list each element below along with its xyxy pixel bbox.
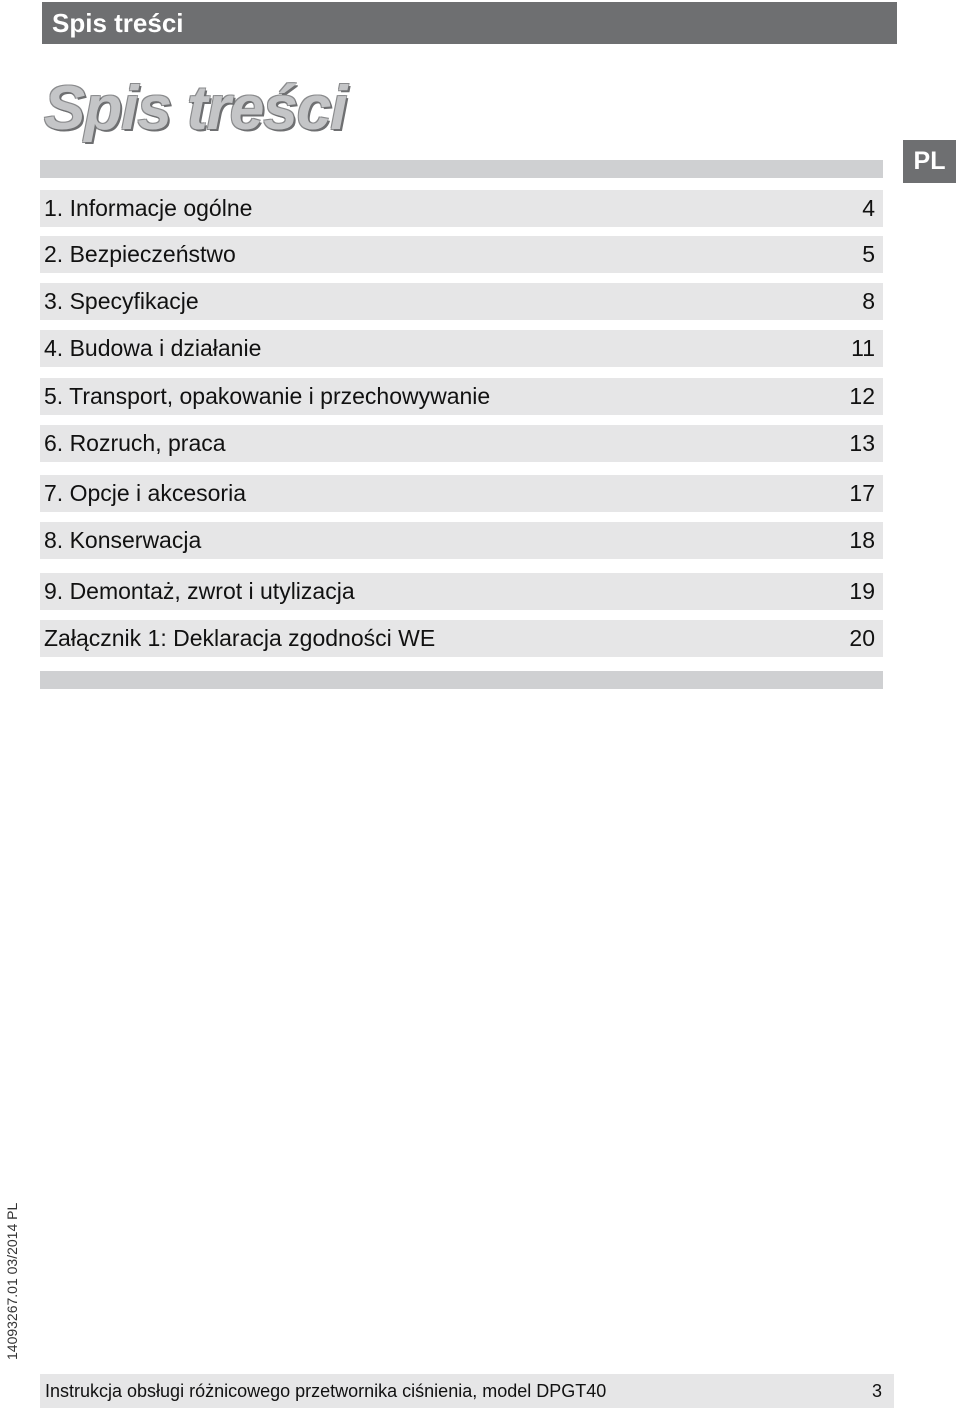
toc-entry-title: 8. Konserwacja bbox=[44, 527, 202, 553]
toc-entry-page: 20 bbox=[849, 625, 875, 651]
toc-entry[interactable] bbox=[40, 573, 883, 610]
toc-entry-page: 11 bbox=[851, 335, 875, 361]
toc-entry-title: 4. Budowa i działanie bbox=[44, 335, 262, 361]
page-title: Spis treści bbox=[44, 74, 347, 143]
toc-entry-title: Załącznik 1: Deklaracja zgodności WE bbox=[44, 625, 436, 651]
toc-entry[interactable] bbox=[40, 475, 883, 512]
toc-entry-title: 6. Rozruch, praca bbox=[44, 430, 226, 456]
toc-entry-page: 12 bbox=[849, 383, 875, 409]
toc-entry-title: 9. Demontaż, zwrot i utylizacja bbox=[44, 578, 355, 604]
page-footer bbox=[40, 1374, 894, 1408]
toc-entry-page: 17 bbox=[849, 480, 875, 506]
toc-entry[interactable] bbox=[40, 378, 883, 415]
toc-entry-page: 13 bbox=[849, 430, 875, 456]
language-tab-label: PL bbox=[913, 147, 946, 175]
footer-page-number: 3 bbox=[871, 1380, 882, 1401]
toc-entry-title: 7. Opcje i akcesoria bbox=[44, 480, 246, 506]
toc-entry[interactable] bbox=[40, 236, 883, 273]
toc-entry[interactable] bbox=[40, 425, 883, 462]
toc-entry[interactable] bbox=[40, 522, 883, 559]
toc-entry-title: 1. Informacje ogólne bbox=[44, 195, 253, 221]
bottom-divider bbox=[40, 671, 883, 689]
language-tab bbox=[903, 140, 956, 183]
top-divider bbox=[40, 160, 883, 178]
toc-entry-page: 19 bbox=[849, 578, 875, 604]
toc-entry[interactable] bbox=[40, 620, 883, 657]
toc-entry[interactable] bbox=[40, 190, 883, 227]
section-header-bar bbox=[42, 2, 897, 44]
section-header-title: Spis treści bbox=[52, 7, 184, 38]
toc-entry[interactable] bbox=[40, 330, 883, 367]
toc-entry-page: 18 bbox=[849, 527, 875, 553]
document-code: 14093267.01 03/2014 PL bbox=[4, 1202, 20, 1360]
toc-entry-title: 3. Specyfikacje bbox=[44, 288, 199, 314]
toc-entry-title: 5. Transport, opakowanie i przechowywanie bbox=[44, 383, 491, 409]
toc-entry-page: 5 bbox=[862, 241, 875, 267]
toc-entry-page: 4 bbox=[862, 195, 875, 221]
toc-entry-page: 8 bbox=[862, 288, 875, 314]
toc-entry-title: 2. Bezpieczeństwo bbox=[44, 241, 236, 267]
footer-text: Instrukcja obsługi różnicowego przetwornika ciśnienia, model DPGT40 bbox=[45, 1380, 607, 1401]
toc-entry[interactable] bbox=[40, 283, 883, 320]
